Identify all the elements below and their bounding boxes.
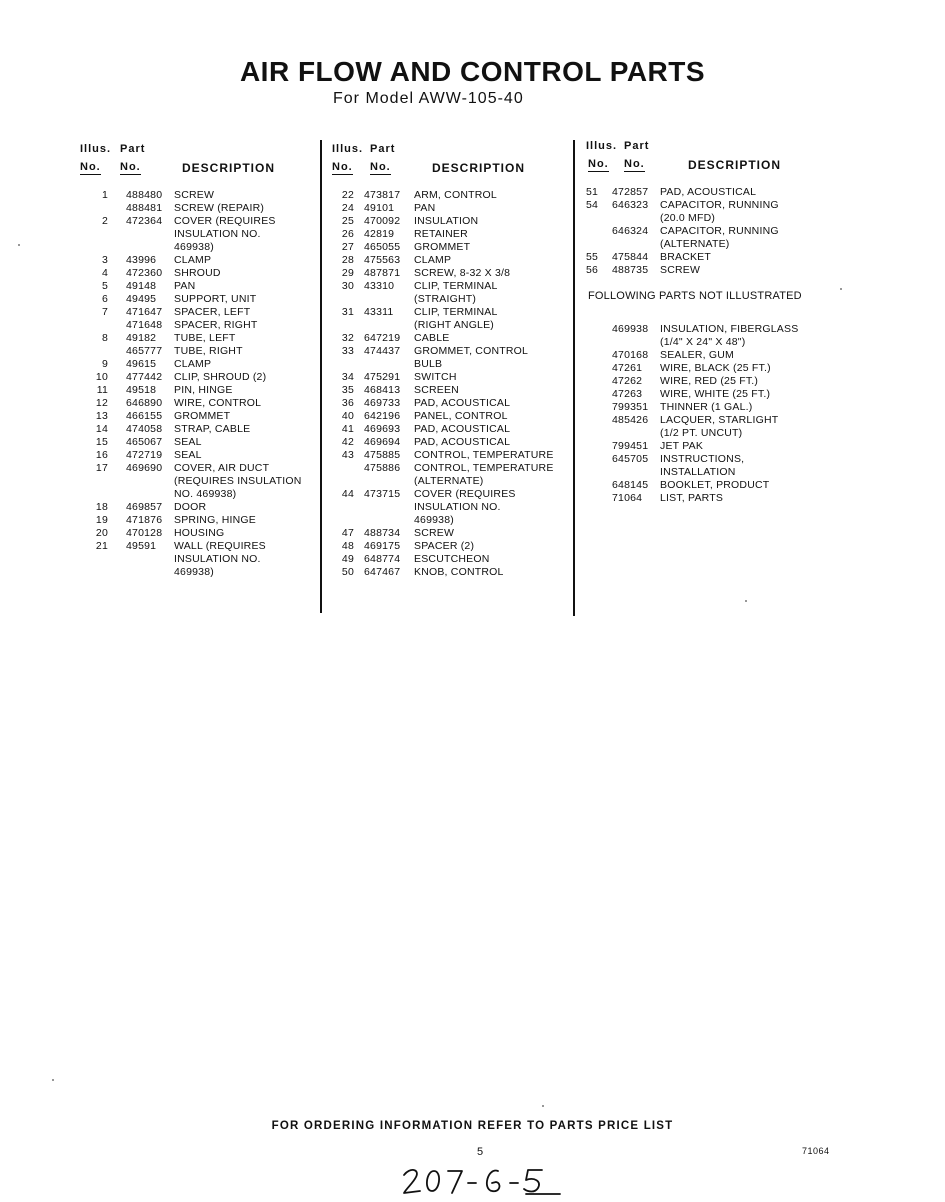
illus-number: 9: [101, 358, 108, 370]
part-number: 472364: [126, 215, 163, 227]
illus-number: 35: [341, 384, 354, 396]
part-description: PAN: [414, 202, 436, 214]
part-number: 469693: [364, 423, 401, 435]
part-description: SCREW (REPAIR): [174, 202, 265, 214]
part-description: CLAMP: [174, 254, 212, 266]
part-description: CLAMP: [414, 254, 452, 266]
model-subtitle: For Model AWW-105-40: [333, 90, 524, 107]
illus-number: 26: [341, 228, 354, 240]
part-number: 43310: [364, 280, 395, 292]
part-description: PANEL, CONTROL: [414, 410, 508, 422]
part-number: 49101: [364, 202, 395, 214]
illus-no-header: No.: [588, 158, 609, 170]
handwritten-note: [400, 1163, 570, 1202]
illus-number: 3: [101, 254, 108, 266]
part-header-line1: Part: [120, 143, 146, 155]
part-header-line1: Part: [370, 143, 396, 155]
column-divider: [573, 140, 575, 616]
part-number: 465067: [126, 436, 163, 448]
illus-number: 21: [95, 540, 108, 552]
part-description: CONTROL, TEMPERATURE: [414, 449, 554, 461]
document-code: 71064: [802, 1146, 830, 1156]
part-number: 799351: [612, 401, 649, 413]
part-number: 49148: [126, 280, 157, 292]
part-number: 49591: [126, 540, 157, 552]
part-description: GROMMET: [174, 410, 231, 422]
part-description: PAD, ACOUSTICAL: [414, 436, 511, 448]
part-number: 471647: [126, 306, 163, 318]
illus-number: 43: [341, 449, 354, 461]
part-description: KNOB, CONTROL: [414, 566, 504, 578]
part-description: INSULATION NO.: [174, 553, 261, 565]
part-number: 485426: [612, 414, 649, 426]
part-number: 472857: [612, 186, 649, 198]
part-number: 473715: [364, 488, 401, 500]
scan-speck: [18, 244, 20, 246]
illus-number: 50: [341, 566, 354, 578]
illus-no-header: No.: [332, 161, 353, 173]
part-number: 474058: [126, 423, 163, 435]
part-description: LIST, PARTS: [660, 492, 724, 504]
part-description: STRAP, CABLE: [174, 423, 251, 435]
part-description: CAPACITOR, RUNNING: [660, 225, 779, 237]
illus-number: 28: [341, 254, 354, 266]
part-no-header: No.: [370, 161, 391, 173]
part-description: INSULATION NO.: [414, 501, 501, 513]
part-number: 469938: [612, 323, 649, 335]
part-description: WIRE, RED (25 FT.): [660, 375, 759, 387]
part-description: (20.0 MFD): [660, 212, 716, 224]
part-description: SEAL: [174, 449, 202, 461]
part-number: 473817: [364, 189, 401, 201]
part-description: SCREW: [414, 527, 455, 539]
part-number: 465777: [126, 345, 163, 357]
part-number: 474437: [364, 345, 401, 357]
part-description: SEAL: [174, 436, 202, 448]
illus-number: 34: [341, 371, 354, 383]
part-description: SPRING, HINGE: [174, 514, 256, 526]
part-number: 49518: [126, 384, 157, 396]
illus-number: 56: [586, 264, 599, 276]
part-description: SPACER (2): [414, 540, 475, 552]
part-number: 49182: [126, 332, 157, 344]
illus-number: 16: [95, 449, 108, 461]
illus-number: 41: [341, 423, 354, 435]
part-description: NO. 469938): [174, 488, 237, 500]
part-number: 648774: [364, 553, 401, 565]
part-number: 47263: [612, 388, 643, 400]
illus-header-line1: Illus.: [332, 143, 364, 155]
description-header: DESCRIPTION: [688, 158, 782, 172]
illus-number: 27: [341, 241, 354, 253]
part-description: SPACER, RIGHT: [174, 319, 258, 331]
part-number: 645705: [612, 453, 649, 465]
part-description: (ALTERNATE): [660, 238, 730, 250]
parts-column-1: [80, 143, 320, 578]
illus-header-line1: Illus.: [586, 140, 618, 152]
part-number: 468413: [364, 384, 401, 396]
scan-speck: [745, 600, 747, 602]
part-description: SCREW: [174, 189, 215, 201]
part-description: INSULATION NO.: [174, 228, 261, 240]
part-no-header: No.: [120, 161, 141, 173]
part-number: 647467: [364, 566, 401, 578]
part-number: 475885: [364, 449, 401, 461]
part-description: CLAMP: [174, 358, 212, 370]
part-description: (1/4" X 24" X 48"): [660, 336, 746, 348]
part-description: COVER (REQUIRES: [414, 488, 516, 500]
illus-number: 18: [95, 501, 108, 513]
part-description: (RIGHT ANGLE): [414, 319, 495, 331]
part-number: 47261: [612, 362, 643, 374]
part-description: CLIP, TERMINAL: [414, 306, 498, 318]
part-number: 799451: [612, 440, 649, 452]
part-number: 472360: [126, 267, 163, 279]
illus-number: 47: [341, 527, 354, 539]
part-description: 469938): [174, 566, 214, 578]
part-number: 469690: [126, 462, 163, 474]
part-description: INSULATION, FIBERGLASS: [660, 323, 799, 335]
part-description: ARM, CONTROL: [414, 189, 497, 201]
illus-number: 48: [341, 540, 354, 552]
page-title: AIR FLOW AND CONTROL PARTS: [239, 56, 706, 87]
part-description: (REQUIRES INSULATION: [174, 475, 302, 487]
description-header: DESCRIPTION: [432, 161, 526, 175]
part-number: 469694: [364, 436, 401, 448]
part-number: 43996: [126, 254, 157, 266]
ordering-info-footer: FOR ORDERING INFORMATION REFER TO PARTS PRICE LIST: [271, 1120, 674, 1132]
part-number: 648145: [612, 479, 649, 491]
illus-number: 31: [341, 306, 354, 318]
part-number: 469733: [364, 397, 401, 409]
part-number: 465055: [364, 241, 401, 253]
page-number: 5: [477, 1146, 484, 1158]
part-number: 47262: [612, 375, 643, 387]
part-description: WIRE, WHITE (25 FT.): [660, 388, 771, 400]
part-number: 471876: [126, 514, 163, 526]
part-description: INSULATION: [414, 215, 479, 227]
part-number: 475291: [364, 371, 401, 383]
illus-number: 33: [341, 345, 354, 357]
part-description: BULB: [414, 358, 443, 370]
illus-number: 4: [101, 267, 108, 279]
illus-number: 25: [341, 215, 354, 227]
part-number: 488735: [612, 264, 649, 276]
part-description: SCREW, 8-32 X 3/8: [414, 267, 511, 279]
part-description: TUBE, LEFT: [174, 332, 236, 344]
part-description: SEALER, GUM: [660, 349, 734, 361]
description-header: DESCRIPTION: [182, 161, 276, 175]
part-description: PAD, ACOUSTICAL: [660, 186, 757, 198]
part-number: 475844: [612, 251, 649, 263]
parts-column-2: [332, 143, 572, 578]
part-number: 466155: [126, 410, 163, 422]
illus-number: 24: [341, 202, 354, 214]
part-description: SHROUD: [174, 267, 221, 279]
part-description: DOOR: [174, 501, 207, 513]
part-description: COVER (REQUIRES: [174, 215, 276, 227]
part-description: INSTALLATION: [660, 466, 736, 478]
part-no-header: No.: [624, 158, 645, 170]
part-number: 475563: [364, 254, 401, 266]
illus-number: 6: [101, 293, 108, 305]
illus-number: 11: [96, 384, 108, 396]
illus-number: 55: [586, 251, 599, 263]
part-description: (1/2 PT. UNCUT): [660, 427, 743, 439]
illus-number: 29: [341, 267, 354, 279]
part-description: LACQUER, STARLIGHT: [660, 414, 779, 426]
illus-number: 20: [95, 527, 108, 539]
part-description: CABLE: [414, 332, 450, 344]
part-number: 42819: [364, 228, 395, 240]
part-number: 475886: [364, 462, 401, 474]
part-number: 469857: [126, 501, 163, 513]
part-description: 469938): [414, 514, 454, 526]
part-number: 488734: [364, 527, 401, 539]
illus-number: 10: [95, 371, 108, 383]
illus-number: 13: [95, 410, 108, 422]
part-description: RETAINER: [414, 228, 468, 240]
part-description: GROMMET: [414, 241, 471, 253]
scan-speck: [542, 1105, 544, 1107]
illus-number: 42: [341, 436, 354, 448]
part-description: BRACKET: [660, 251, 711, 263]
part-description: GROMMET, CONTROL: [414, 345, 529, 357]
illus-number: 49: [341, 553, 354, 565]
part-number: 488480: [126, 189, 163, 201]
part-description: PIN, HINGE: [174, 384, 233, 396]
part-number: 469175: [364, 540, 401, 552]
handwritten-note-graphic: [400, 1163, 570, 1197]
part-description: (STRAIGHT): [414, 293, 477, 305]
part-description: THINNER (1 GAL.): [660, 401, 753, 413]
illus-number: 51: [586, 186, 599, 198]
illus-header-line1: Illus.: [80, 143, 112, 155]
part-description: PAN: [174, 280, 196, 292]
part-number: 647219: [364, 332, 401, 344]
scan-speck: [52, 1079, 54, 1081]
illus-number: 54: [586, 199, 599, 211]
part-description: TUBE, RIGHT: [174, 345, 243, 357]
part-number: 487871: [364, 267, 401, 279]
part-number: 71064: [612, 492, 643, 504]
illus-number: 8: [101, 332, 108, 344]
illus-number: 36: [341, 397, 354, 409]
illus-number: 44: [341, 488, 354, 500]
part-number: 646323: [612, 199, 649, 211]
part-description: SCREW: [660, 264, 701, 276]
scan-speck: [840, 288, 842, 290]
part-description: HOUSING: [174, 527, 225, 539]
part-description: SCREEN: [414, 384, 459, 396]
illus-number: 17: [95, 462, 108, 474]
part-description: SUPPORT, UNIT: [174, 293, 257, 305]
illus-number: 32: [341, 332, 354, 344]
parts-column-3: [586, 140, 826, 504]
part-description: (ALTERNATE): [414, 475, 484, 487]
illus-number: 19: [95, 514, 108, 526]
illus-no-header: No.: [80, 161, 101, 173]
illus-number: 14: [95, 423, 108, 435]
column-header: [332, 143, 572, 179]
not-illustrated-heading: FOLLOWING PARTS NOT ILLUSTRATED: [588, 290, 802, 302]
part-number: 470092: [364, 215, 401, 227]
part-description: SWITCH: [414, 371, 457, 383]
part-description: SPACER, LEFT: [174, 306, 251, 318]
part-description: WIRE, BLACK (25 FT.): [660, 362, 771, 374]
illus-number: 15: [95, 436, 108, 448]
part-description: PAD, ACOUSTICAL: [414, 397, 511, 409]
part-number: 43311: [364, 306, 394, 318]
part-number: 646890: [126, 397, 163, 409]
part-description: WALL (REQUIRES: [174, 540, 266, 552]
part-number: 488481: [126, 202, 163, 214]
column-header: [80, 143, 320, 179]
illus-number: 22: [341, 189, 354, 201]
column-divider: [320, 140, 322, 613]
part-number: 472719: [126, 449, 163, 461]
illus-number: 2: [101, 215, 108, 227]
part-description: ESCUTCHEON: [414, 553, 490, 565]
part-number: 471648: [126, 319, 163, 331]
part-number: 642196: [364, 410, 401, 422]
part-number: 470128: [126, 527, 163, 539]
part-description: CLIP, SHROUD (2): [174, 371, 267, 383]
part-number: 646324: [612, 225, 649, 237]
part-description: BOOKLET, PRODUCT: [660, 479, 770, 491]
part-description: 469938): [174, 241, 214, 253]
illus-number: 40: [341, 410, 354, 422]
illus-number: 30: [341, 280, 354, 292]
illus-number: 5: [101, 280, 108, 292]
illus-number: 7: [101, 306, 108, 318]
part-number: 470168: [612, 349, 649, 361]
illus-number: 12: [95, 397, 108, 409]
part-description: INSTRUCTIONS,: [660, 453, 745, 465]
part-number: 477442: [126, 371, 163, 383]
part-description: COVER, AIR DUCT: [174, 462, 270, 474]
part-header-line1: Part: [624, 140, 650, 152]
part-description: CLIP, TERMINAL: [414, 280, 498, 292]
column-header: [586, 140, 826, 176]
part-description: CONTROL, TEMPERATURE: [414, 462, 554, 474]
illus-number: 1: [101, 189, 108, 201]
part-number: 49615: [126, 358, 157, 370]
part-description: PAD, ACOUSTICAL: [414, 423, 511, 435]
part-description: WIRE, CONTROL: [174, 397, 262, 409]
part-description: JET PAK: [660, 440, 704, 452]
part-description: CAPACITOR, RUNNING: [660, 199, 779, 211]
part-number: 49495: [126, 293, 157, 305]
